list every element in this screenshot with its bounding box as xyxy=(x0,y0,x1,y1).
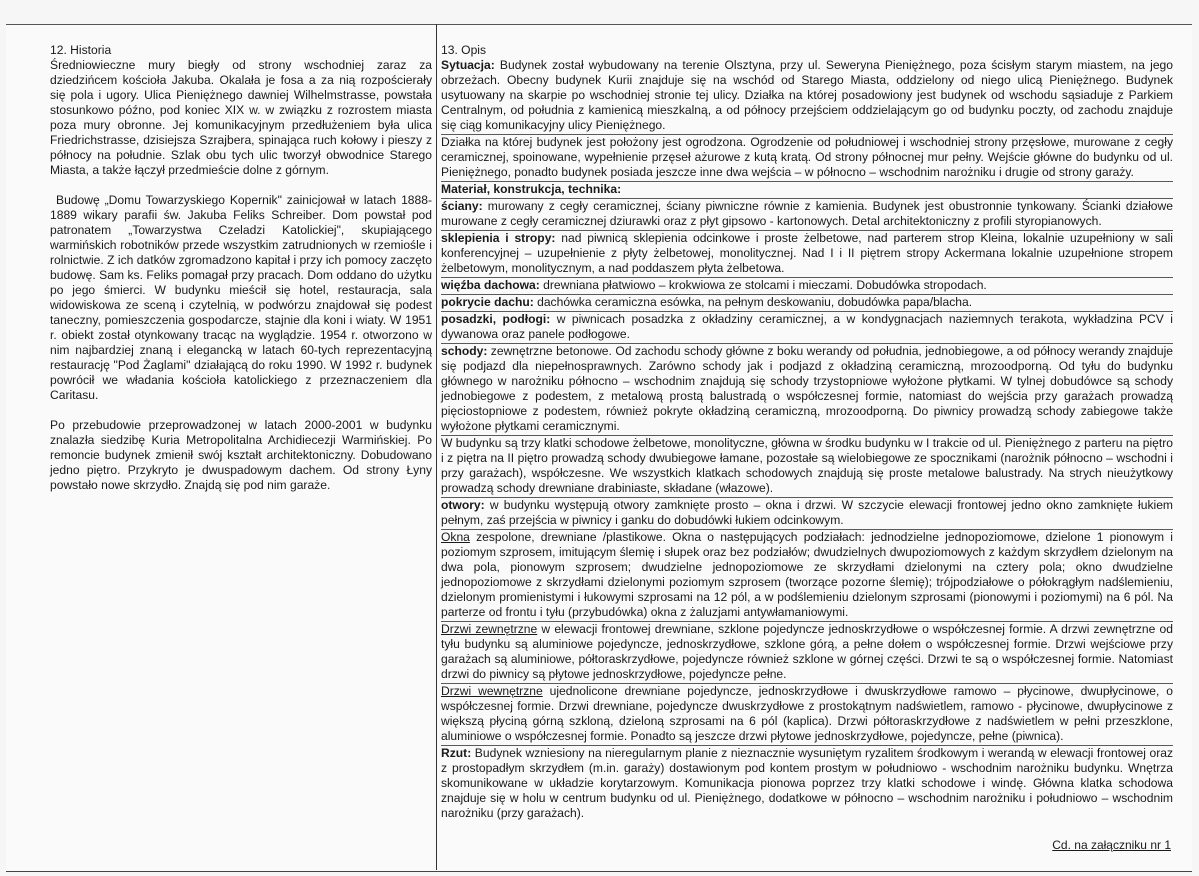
sciany-text: murowany z cegły ceramicznej, ściany piwniczne równie z kamienia. Budynek jest obustronnie tynkowany. Ścianki działowe murowane z cegły ceramicznej dziurawki oraz z płyt gipsowo - kartonowych. Detal architektoniczny z profili styropianowych. xyxy=(441,199,1173,228)
material-label: Materiał, konstrukcja, technika: xyxy=(441,182,622,196)
sytuacja-section xyxy=(441,58,1173,135)
history-heading: 12. Historia xyxy=(50,43,112,57)
okna-text: zespolone, drewniane /plastikowe. Okna o następujących podziałach: jednodzielne jednopoziomowe, dzielone 1 pionowym i poziomym szprosem, imitującym ślemię i słupek oraz bez podziałów; dwudzielnych dwupoziomowych z każdym skrzydłem dzielonym na dwa pola, pionowym szprosem; dwudzielne jednopoziomowe ze skrzydłami dzielonymi na cztery pola; okno dwudzielne jednopoziomowe z skrzydłami dzielonymi poziomym szprosem (tworzące pozorne ślemię); trójpodziałowe o półokrągłym nadślemieniu, dzielonym promienistymi i łukowymi szprosami na 12 pól, a w podślemieniu dzielonym szprosami (pionowymi i poziomymi) na 6 pól. Na parterze od frontu i tyłu (przybudówka) okna z żaluzjami antywłamaniowymi. xyxy=(441,530,1173,619)
drzwi-zewnetrzne-label: Drzwi zewnętrzne xyxy=(441,622,538,636)
pokrycie-label: pokrycie dachu: xyxy=(441,295,534,309)
sciany-section xyxy=(441,199,1173,231)
dzialka-text: Działka na której budynek jest położony jest ogrodzona. Ogrodzenie od południowej i wschodniej strony przęsłowe, murowane z cegły ceramicznej, spoinowane, wypełnienie przęseł ażurowe z kutą kratą. Od strony północnej mur pełny. Wejście główne do budynku od ul. Pieniężnego, ponadto budynek posiada jeszcze inne dwa wejścia – w północno – wschodnim narożniku i drugie od strony garaży. xyxy=(441,135,1173,182)
schody-section xyxy=(441,344,1173,436)
description-heading: 13. Opis xyxy=(441,43,487,57)
okna-label: Okna xyxy=(441,530,470,544)
sytuacja-label: Sytuacja: xyxy=(441,58,495,72)
sklepienia-label: sklepienia i stropy: xyxy=(441,231,556,245)
pokrycie-text: dachówka ceramiczna esówka, na pełnym deskowaniu, dobudówka papa/blacha. xyxy=(533,295,973,309)
pokrycie-section xyxy=(441,295,1173,312)
drzwi-zewnetrzne-text: w elewacji frontowej drewniane, szklone pojedyncze jednoskrzydłowe o współczesnej formie. A drzwi zewnętrzne od tyłu budynku są aluminiowe pojedyncze, jednoskrzydłowe, szklone górą, a pełne dołem o współczesnej formie. Drzwi wejściowe przy garażach są aluminiowe, półtoraskrzydłowe, pojedyncze również szklone w górnej części. Drzwi te są o współczesnej formie. Natomiast drzwi do piwnicy są płytowe jednoskrzydłowe, pojedyncze pełne. xyxy=(441,622,1174,681)
klatki-text: W budynku są trzy klatki schodowe żelbetowe, monolityczne, główna w środku budynku w I trakcie od ul. Pieniężnego z parteru na piętro i z piętra na II piętro prowadzą schody dwubiegowe łamane, pozostałe są wielobiegowe ze spocznikami (narożnik północno – wschodni i przy garażach), współczesne. We wszystkich klatkach schodowych znajdują się proste metalowe balustrady. Na strych nieużytkowy prowadzą schody drewniane drabiniaste, składane (włazowe). xyxy=(441,436,1173,498)
history-paragraph-3: Po przebudowie przeprowadzonej w latach 2000-2001 w budynku znalazła siedzibę Kuria Metropolitalna Archidiecezji Warmińskiej. Po remoncie budynek zmienił swój kształt architektoniczny. Dobudowano jedno piętro. Przykryto je dwuspadowym dachem. Od strony Łyny powstało nowe skrzydło. Znajdą się pod nim garaże. xyxy=(50,418,432,492)
continuation-note: Cd. na załączniku nr 1 xyxy=(1052,838,1171,852)
sklepienia-text: nad piwnicą sklepienia odcinkowe i proste żelbetowe, nad parterem strop Kleina, lokalnie uzupełniony w sali konferencyjnej – uzupełnienie z płyty żelbetowej, monolitycznej. Nad I i II piętrem stropy Ackermana lokalnie uzupełnione stropem żelbetowym, monolitycznym, a nad poddaszem płyta żelbetowa. xyxy=(441,231,1173,275)
sklepienia-section xyxy=(441,231,1173,278)
rzut-section xyxy=(441,746,1173,822)
posadzki-section xyxy=(441,312,1173,344)
history-column xyxy=(50,43,432,493)
wiezba-label: więźba dachowa: xyxy=(441,278,540,292)
schody-text: zewnętrzne betonowe. Od zachodu schody główne z boku werandy od południa, jednobiegowe, a od północy werandy znajduje się podjazd dla niepełnosprawnych. Zarówno schody jak i podjazd z okładziną ceramiczną, mrozoodporną. Od tyłu do budynku głównego w narożniku północno – wschodnim znajdują się schody trzystopniowe wyłożone płytkami. W tylnej dobudówce są schody jednobiegowe z podestem, z metalową prostą balustradą o współczesnej formie, natomiast do wejścia przy garażach prowadzą pięciostopniowe z podestem, również pokryte okładziną ceramiczną, mrozoodporną. Do piwnicy prowadzą schody zabiegowe także wyłożone płytkami ceramicznymi. xyxy=(441,344,1173,433)
drzwi-zewnetrzne-section xyxy=(441,622,1173,684)
schody-label: schody: xyxy=(441,344,488,358)
wiezba-section xyxy=(441,278,1173,295)
column-divider xyxy=(436,24,437,870)
description-column xyxy=(441,43,1173,822)
history-paragraph-2: Budowę „Domu Towarzyskiego Kopernik" zainicjował w latach 1888-1889 wikary parafii św. Jakuba Feliks Schreiber. Dom powstał pod patronatem „Towarzystwa Czeladzi Katolickiej", skupiającego warmińskich robotników przede wszystkim zatrudnionych w rzemiośle i rolnictwie. Z ich datków zgromadzono kapitał i przy ich pomocy zaczęto budowę. Sam ks. Feliks pomagał przy pracach. Dom oddano do użytku po jego śmierci. W budynku mieścił się hotel, restauracja, sala widowiskowa ze sceną i czytelnią, w podwórzu znajdował się podest taneczny, pomieszczenia gospodarcze, stajnie dla koni i wiaty. W 1951 r. obiekt został otynkowany tracąc na wyglądzie. 1954 r. otworzono w nim najbardziej znaną i elegancką w latach 60-tych reprezentacyjną restaurację "Pod Żaglami" działającą do roku 1990. W 1992 r. budynek powrócił we władania kościoła katolickiego z przeznaczeniem dla Caritasu. xyxy=(50,193,432,402)
sytuacja-text: Budynek został wybudowany na terenie Olsztyna, przy ul. Seweryna Pieniężnego, poza ścisłym starym miastem, na jego obrzeżach. Obecny budynek Kurii znajduje się na wschód od Starego Miasta, oddzielony od niego ulicą Pieniężnego. Budynek usytuowany na skarpie po wschodniej stronie tej ulicy. Działka na której posadowiony jest budynek od wschodu sąsiaduje z Parkiem Centralnym, od południa z kamienicą mieszkalną, a od północy przejściem oddzielającym go od budynku poczty, od zachodu znajduje się ciąg komunikacyjny ulicy Pieniężnego. xyxy=(441,58,1173,132)
otwory-section xyxy=(441,498,1173,530)
rzut-text: Budynek wzniesiony na nieregularnym planie z nieznacznie wysuniętym ryzalitem środkowym i werandą w elewacji frontowej oraz z prostopadłym skrzydłem (m.in. garaży) dostawionym pod kontem prostym w południowo - wschodnim narożniku budynku. Wnętrza skomunikowane w układzie korytarzowym. Komunikacja pionowa poprzez trzy klatki schodowe i windę. Główna klatka schodowa znajduje się w holu w centrum budynku od ul. Pieniężnego, dodatkowe w północno – wschodnim narożniku i południowo – wschodnim narożniku (przy garażach). xyxy=(441,746,1173,820)
drzwi-wewnetrzne-label: Drzwi wewnętrzne xyxy=(441,684,543,698)
history-paragraph-1: Średniowieczne mury biegły od strony wschodniej zaraz za dziedzińcem kościoła Jakuba. Okalała je fosa a za nią rozpościerały się pola i ugory. Ulica Pieniężnego dawniej Wilhelmstrasse, powstała stosunkowo późno, pod koniec XIX w. w związku z rozrostem miasta poza mury obronne. Jej komunikacyjnym przedłużeniem była ulica Friedrichstrasse, dzisiejsza Szrajbera, spinająca ruch kołowy i pieszy z północy na południe. Szlak obu tych ulic tworzył obwodnice Starego Miasta, a także łączył przedmieście dolne z górnym. xyxy=(50,58,432,177)
sciany-label: ściany: xyxy=(441,199,483,213)
material-heading xyxy=(441,182,1173,199)
drzwi-wewnetrzne-text: ujednolicone drewniane pojedyncze, jednoskrzydłowe i dwuskrzydłowe ramowo – płycinowe, dwupłycinowe, o współczesnej formie. Drzwi drewniane, pojedyncze dwuskrzydłowe z prostokątnym nadświetlem, ramowo - płycinowe, dwupłycinowe z większą płyciną górną szkloną, dzieloną szprosami na 6 pól (kaplica). Drzwi półtoraskrzydłowe z nadświetlem w pełni przeszklone, aluminiowe o współczesnej formie. Ponadto są jeszcze drzwi płytowe jednoskrzydłowe, pojedyncze, pełne (piwnica). xyxy=(441,684,1173,743)
rzut-label: Rzut: xyxy=(441,746,472,760)
wiezba-text: drewniana płatwiowo – krokwiowa ze stolcami i mieczami. Dobudówka stropodach. xyxy=(539,278,987,292)
drzwi-wewnetrzne-section xyxy=(441,684,1173,746)
posadzki-text: w piwnicach posadzka z okładziny ceramicznej, a w kondygnacjach naziemnych terakota, wykładzina PCV i dywanowa oraz panele podłogowe. xyxy=(441,312,1173,341)
posadzki-label: posadzki, podłogi: xyxy=(441,312,551,326)
otwory-text: w budynku występują otwory zamknięte prosto – okna i drzwi. W szczycie elewacji frontowej jedno okno zamknięte łukiem pełnym, zaś przejścia w piwnicy i ganku do dobudówki łukiem odcinkowym. xyxy=(441,498,1173,527)
otwory-label: otwory: xyxy=(441,498,485,512)
okna-section xyxy=(441,530,1173,622)
